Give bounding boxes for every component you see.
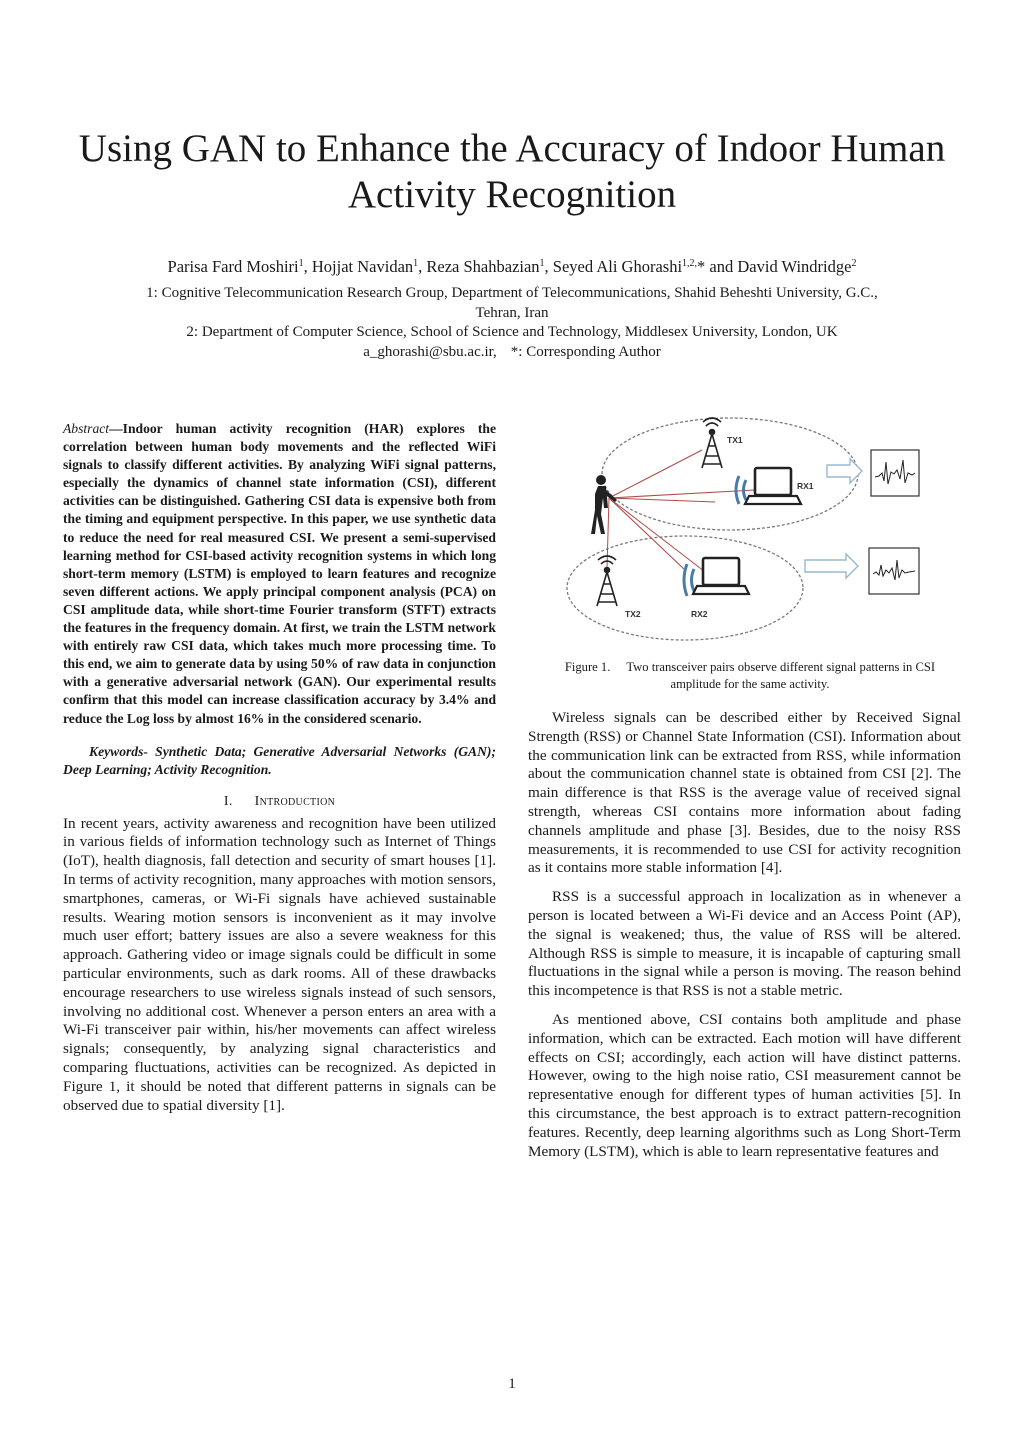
affiliations xyxy=(40,284,984,362)
arrow-2-icon xyxy=(805,554,858,578)
author-name: Reza Shahbazian xyxy=(426,257,540,276)
section-heading xyxy=(63,793,496,812)
page-number: 1 xyxy=(508,1376,516,1392)
figure-caption-text: Two transceiver pairs observe different signal patterns in CSI amplitude for the same activity. xyxy=(626,660,936,691)
email-link[interactable]: a_ghorashi@sbu.ac.ir, xyxy=(363,343,497,360)
author-affiliation-mark: 1 xyxy=(413,258,419,269)
tx1-label: TX1 xyxy=(727,435,743,445)
figure-1 xyxy=(565,410,955,646)
intro-paragraph: In recent years, activity awareness and recognition have been utilized in various fields of information technology such as Internet of Things (IoT), health diagnosis, fall detection and security of smart houses [1]. In terms of activity recognition, many approaches with motion sensors, smartphones, cameras, or Wi-Fi signals have achieved sustainable results. Wearing motion sensors is inconvenient as it may involve much user effort; battery issues are also a severe weakness for this approach. Gathering video or image signals could be difficult in some particular environments, such as dark rooms. All of these drawbacks encourage researchers to use wireless signals instead of such sensors, involving no additional cost. Whenever a person enters an area with a Wi-Fi transceiver pair within, his/her movements can affect wireless signals; consequently, by analyzing signal characteristics and comparing fluctuations, activities can be recognized. As depicted in Figure 1, it should be noted that different patterns in signals can be observed due to spatial diversity [1]. xyxy=(63,814,496,1114)
corresponding-note: *: Corresponding Author xyxy=(510,343,661,360)
figure-caption xyxy=(540,659,960,692)
abstract-text: —Indoor human activity recognition (HAR) explores the correlation between human body movements and the reflected WiFi signals to classify different activities. By analyzing WiFi signal patterns, especially the dynamics of channel state information (CSI), different activities can be distinguished. Gathering CSI data is expensive both from the timing and equipment perspective. In this paper, we use synthetic data to reduce the need for real measured CSI. We present a semi-supervised learning method for CSI-based activity recognition systems in which long short-term memory (LSTM) is employed to learn features and recognize seven different actions. We apply principal component analysis (PCA) on CSI amplitude data, while short-time Fourier transform (STFT) extracts the features in the frequency domain. At first, we train the LSTM network with entirely raw CSI data, which takes much more processing time. To this end, we aim to generate data by using 50% of raw data in conjunction with a generative adversarial network (GAN). Our experimental results confirm that this model can increase classification accuracy by 3.4% and reduce the Log loss by almost 16% in the considered scenario. xyxy=(63,421,496,726)
paper-title: Using GAN to Enhance the Accuracy of Indoor Human Activity Recognition xyxy=(78,127,946,216)
tx2-label: TX2 xyxy=(625,609,641,619)
keywords: Keywords- Synthetic Data; Generative Adversarial Networks (GAN); Deep Learning; Activity Recognition. xyxy=(63,743,496,777)
author-affiliation-mark: 1 xyxy=(298,258,304,269)
section-number: I. xyxy=(223,793,233,809)
rx2-label: RX2 xyxy=(691,609,708,619)
person-icon xyxy=(591,475,617,534)
csi-plot-2 xyxy=(869,548,919,594)
right-column xyxy=(528,709,961,1161)
affiliation-1-city: Tehran, Iran xyxy=(475,304,549,321)
author-name: Seyed Ali Ghorashi xyxy=(552,257,683,276)
author-name: David Windridge xyxy=(737,257,852,276)
body-paragraph: Wireless signals can be described either by Received Signal Strength (RSS) or Channel State Information (CSI). Information about the communication link can be extracted from RSS, while information about the communication channel state is obtained from CSI [2]. The main difference is that RSS is the average value of received signal strength, whereas CSI contains more information about fading channels amplitude and phase [3]. Besides, due to the noisy RSS measurements, it is recommended to use CSI for activity recognition as it contains more stable information [4]. xyxy=(528,709,961,877)
abstract xyxy=(63,420,496,728)
csi-plot-1 xyxy=(871,450,919,496)
figure-1-diagram xyxy=(565,410,955,646)
author-list: Parisa Fard Moshiri$^1$, Hojjat Navidan$^1$, Reza Shahbazian$^1$, Seyed Ali Ghorashi$^{1,2,}$* and David Windridge$^2$ xyxy=(167,257,857,276)
abstract-lead: Abstract xyxy=(63,421,110,436)
left-column xyxy=(63,420,496,1115)
rx1-label: RX1 xyxy=(797,481,814,491)
author-name: Hojjat Navidan xyxy=(311,257,414,276)
affiliation-1: 1: Cognitive Telecommunication Research Group, Department of Telecommunications, Shahid Beheshti University, G.C., xyxy=(146,285,878,301)
laptop-icon xyxy=(736,468,801,504)
figure-caption-label: Figure 1. xyxy=(564,660,611,674)
body-paragraph: As mentioned above, CSI contains both amplitude and phase information, which can be extracted. Each motion will have different effects on CSI; accordingly, each action will have distinct patterns. However, owing to the high noise ratio, CSI measurement cannot be representative enough for different types of human activities [5]. In this circumstance, the best approach is to extract pattern-recognition features. Recently, deep learning algorithms such as Long Short-Term Memory (LSTM), which is able to learn representative features and xyxy=(528,1010,961,1160)
body-paragraph: RSS is a successful approach in localization as in whenever a person is located between a Wi-Fi device and an Access Point (AP), the signal is weakened; thus, the value of RSS will be altered. Although RSS is simple to measure, it is incapable of capturing small fluctuations in the signal while a person is moving. The reason behind this incompetence is that RSS is not a stable metric. xyxy=(528,888,961,1000)
tower-icon xyxy=(702,418,722,468)
author-affiliation-mark: 2 xyxy=(851,258,857,269)
section-title: Introduction xyxy=(254,793,336,809)
author-name: Parisa Fard Moshiri xyxy=(167,257,299,276)
author-affiliation-mark: 1 xyxy=(539,258,545,269)
author-affiliation-mark: 1,2, xyxy=(682,258,698,269)
contact-line xyxy=(40,343,984,363)
affiliation-2: 2: Department of Computer Science, School of Science and Technology, Middlesex University, London, UK xyxy=(186,324,838,340)
